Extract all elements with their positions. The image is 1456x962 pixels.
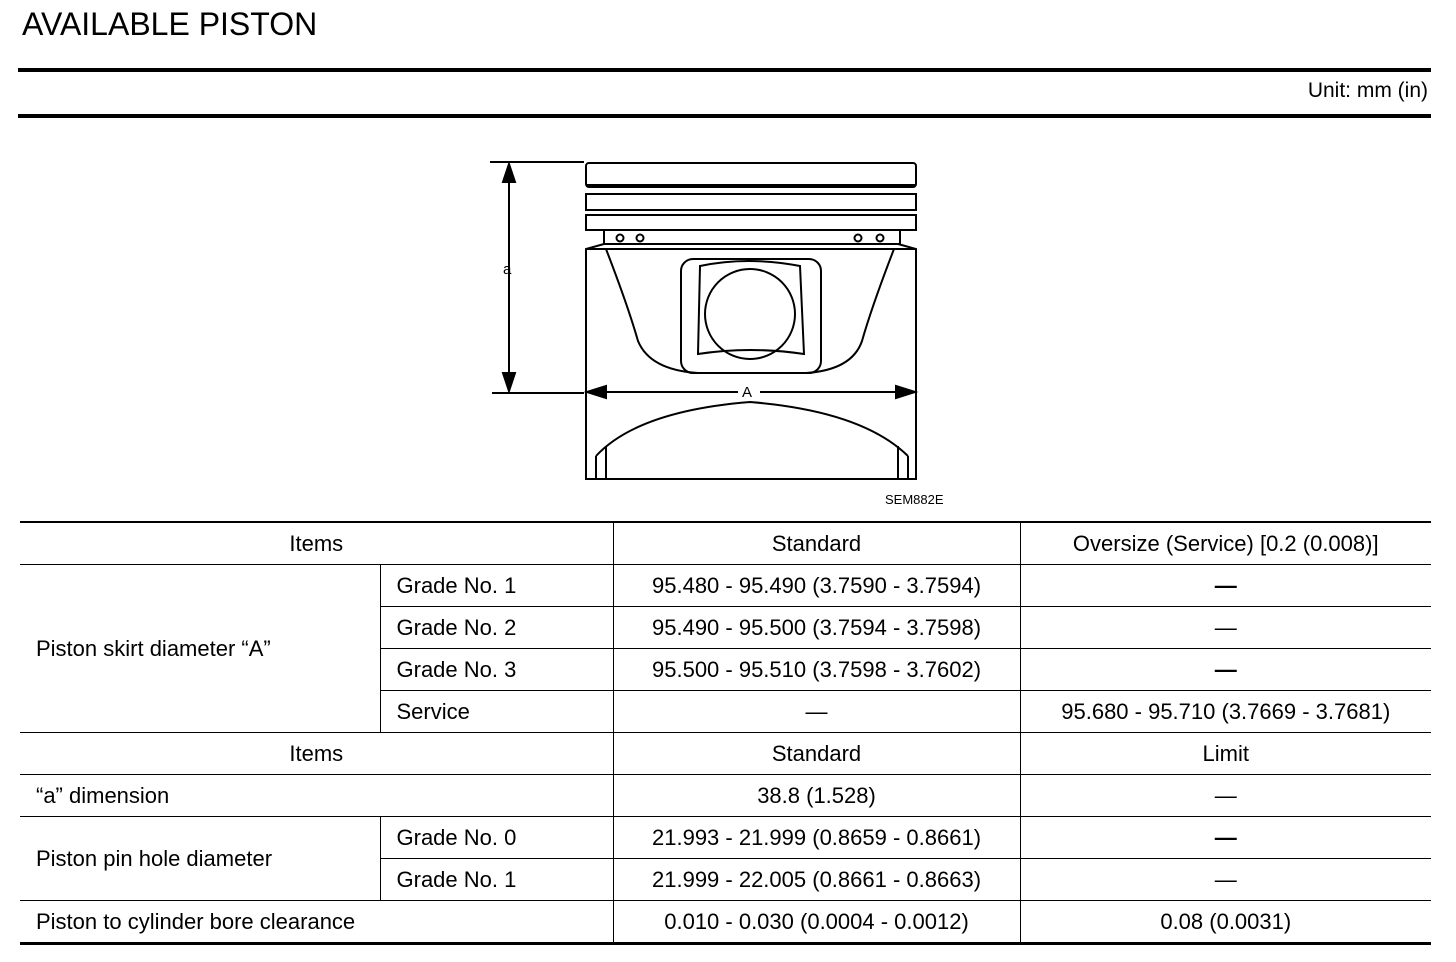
label-diameter-A: A [742, 384, 753, 401]
header-rule [18, 114, 1431, 118]
table-row [20, 901, 1431, 944]
header-limit: Limit [1020, 733, 1431, 775]
clearance-label: Piston to cylinder bore clearance [20, 901, 613, 944]
label-height-a: a [503, 261, 512, 278]
standard-cell: 95.490 - 95.500 (3.7594 - 3.7598) [613, 607, 1020, 649]
figure-code: SEM882E [885, 492, 944, 507]
skirt-diameter-label: Piston skirt diameter “A” [20, 565, 380, 733]
piston-spec-table [20, 521, 1431, 945]
piston-drawing [488, 156, 958, 516]
a-dimension-label: “a” dimension [20, 775, 613, 817]
standard-cell: 0.010 - 0.030 (0.0004 - 0.0012) [613, 901, 1020, 944]
oversize-cell: — [1020, 607, 1431, 649]
limit-cell: — [1020, 775, 1431, 817]
header-standard: Standard [613, 522, 1020, 565]
header-standard: Standard [613, 733, 1020, 775]
grade-cell: Service [380, 691, 613, 733]
table-row [20, 565, 1431, 607]
limit-cell: — [1020, 859, 1431, 901]
arrow-down-icon [503, 373, 515, 391]
arrow-up-icon [503, 164, 515, 182]
grade-cell: Grade No. 3 [380, 649, 613, 691]
piston-diagram [488, 156, 958, 516]
top-rule [18, 68, 1431, 72]
table-row [20, 775, 1431, 817]
table-header-row [20, 733, 1431, 775]
standard-cell: 95.500 - 95.510 (3.7598 - 3.7602) [613, 649, 1020, 691]
unit-label: Unit: mm (in) [1307, 79, 1428, 102]
header-items: Items [20, 733, 613, 775]
page-title: AVAILABLE PISTON [22, 6, 318, 42]
oversize-cell: — [1020, 565, 1431, 607]
table-header-row [20, 522, 1431, 565]
grade-cell: Grade No. 0 [380, 817, 613, 859]
table-row [20, 817, 1431, 859]
grade-cell: Grade No. 2 [380, 607, 613, 649]
limit-cell: 0.08 (0.0031) [1020, 901, 1431, 944]
arrow-right-icon [896, 386, 915, 398]
grade-cell: Grade No. 1 [380, 565, 613, 607]
standard-cell: 21.993 - 21.999 (0.8659 - 0.8661) [613, 817, 1020, 859]
header-items: Items [20, 522, 613, 565]
standard-cell: 38.8 (1.528) [613, 775, 1020, 817]
oversize-cell: 95.680 - 95.710 (3.7669 - 3.7681) [1020, 691, 1431, 733]
header-oversize: Oversize (Service) [0.2 (0.008)] [1020, 522, 1431, 565]
standard-cell: — [613, 691, 1020, 733]
grade-cell: Grade No. 1 [380, 859, 613, 901]
pin-hole-label: Piston pin hole diameter [20, 817, 380, 901]
oversize-cell: — [1020, 649, 1431, 691]
standard-cell: 95.480 - 95.490 (3.7590 - 3.7594) [613, 565, 1020, 607]
arrow-left-icon [587, 386, 606, 398]
standard-cell: 21.999 - 22.005 (0.8661 - 0.8663) [613, 859, 1020, 901]
limit-cell: — [1020, 817, 1431, 859]
